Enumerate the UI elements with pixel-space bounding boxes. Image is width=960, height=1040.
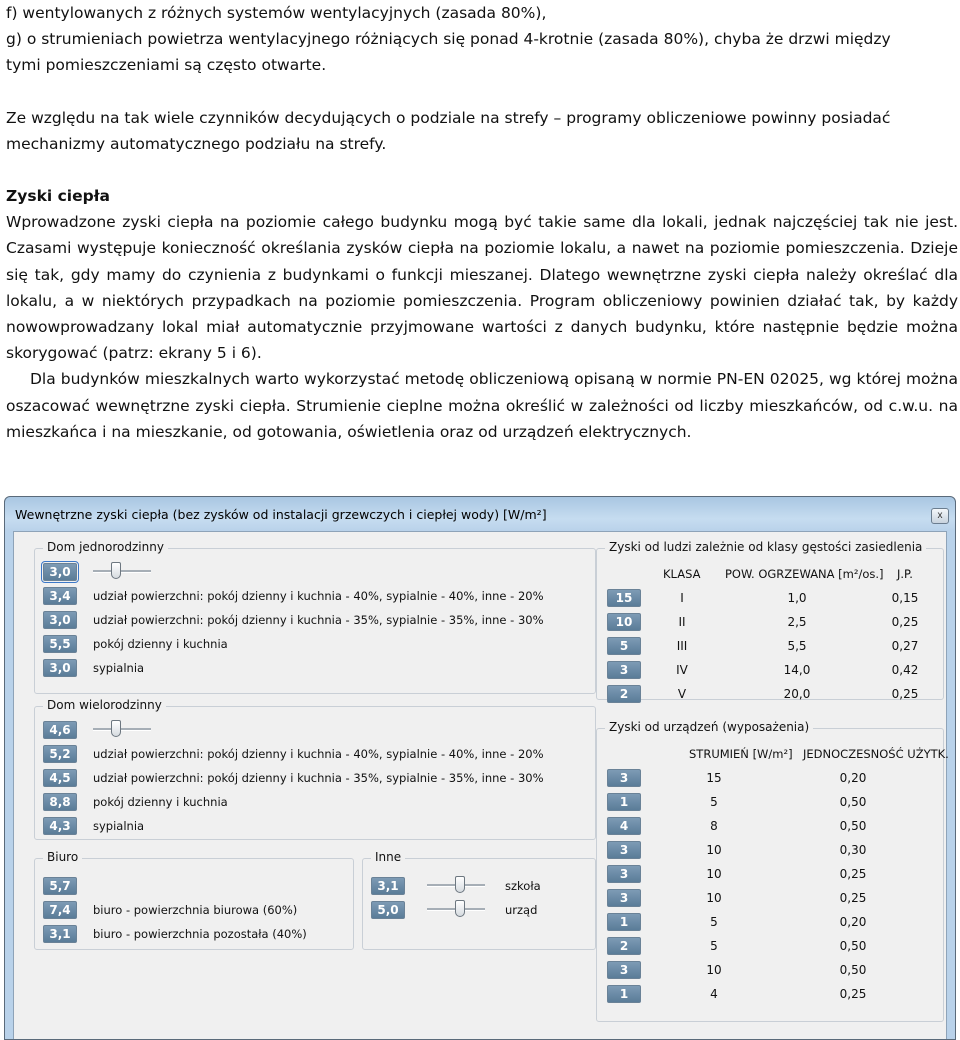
cell-klasa: II	[678, 615, 686, 629]
paragraph-zones-line2: mechanizmy automatycznego podziału na strefy.	[6, 134, 387, 153]
window-client-area	[13, 531, 947, 1039]
option-label: udział powierzchni: pokój dzienny i kuchnia - 40%, sypialnie - 40%, inne - 20%	[93, 589, 544, 603]
value-button[interactable]: 3	[607, 661, 641, 679]
cell-strumien: 10	[706, 843, 722, 857]
slider-thumb[interactable]	[111, 562, 121, 579]
cell-pow: 2,5	[787, 615, 807, 629]
value-button[interactable]: 5,0	[371, 901, 405, 919]
value-button[interactable]: 5,2	[43, 745, 77, 763]
slider[interactable]	[93, 562, 151, 580]
cell-klasa: I	[680, 591, 684, 605]
paragraph-zones-line1: Ze względu na tak wiele czynników decydujących o podziale na strefy – programy obliczeniowe powinny posiadać	[6, 108, 891, 127]
value-button[interactable]: 3,0	[43, 563, 77, 581]
cell-jednoczesnosc: 0,25	[839, 987, 867, 1001]
list-item-f: f) wentylowanych z różnych systemów wentylacyjnych (zasada 80%),	[6, 4, 547, 22]
document-text	[6, 0, 958, 445]
value-button[interactable]: 5,7	[43, 877, 77, 895]
option-label: udział powierzchni: pokój dzienny i kuchnia - 35%, sypialnie - 35%, inne - 30%	[93, 613, 544, 627]
value-button[interactable]: 3,1	[43, 925, 77, 943]
cell-jednoczesnosc: 0,20	[839, 771, 867, 785]
paragraph-heat-gains: Wprowadzone zyski ciepła na poziomie całego budynku mogą być takie same dla lokali, jednak najczęściej tak nie jest. Czasami występuje konieczność określania zysków ciepła na poziomie lokalu, a nawet na poziomie pomieszczenia. Dzieje się tak, gdy mamy do czynienia z budynkami o funkcji mieszanej. Dlatego wewnętrzne zyski ciepła należy określać dla lokalu, a w niektórych przypadkach na poziomie pomieszczenia. Program obliczeniowy powinien działać tak, by każdy nowowprowadzany lokal miał automatycznie przyjmowane wartości z danych budynku, które następnie będzie można skorygować (patrz: ekrany 5 i 6).	[6, 213, 958, 363]
group-caption: Dom jednorodzinny	[43, 540, 168, 554]
cell-jednoczesnosc: 0,50	[839, 939, 867, 953]
option-label: sypialnia	[93, 819, 145, 833]
group-caption: Zyski od ludzi zależnie od klasy gęstości zasiedlenia	[605, 540, 926, 554]
option-label: pokój dzienny i kuchnia	[93, 795, 228, 809]
cell-jp: 0,25	[891, 615, 919, 629]
option-label: pokój dzienny i kuchnia	[93, 637, 228, 651]
cell-strumien: 5	[710, 915, 718, 929]
section-heading: Zyski ciepła	[6, 187, 110, 206]
cell-pow: 14,0	[783, 663, 811, 677]
option-label: biuro - powierzchnia pozostała (40%)	[93, 927, 307, 941]
value-button[interactable]: 3,0	[43, 611, 77, 629]
group-biuro	[34, 850, 354, 950]
slider-thumb[interactable]	[111, 720, 121, 737]
cell-pow: 20,0	[783, 687, 811, 701]
value-button[interactable]: 4	[607, 817, 641, 835]
window-titlebar	[5, 497, 955, 531]
list-item-g-cont: tymi pomieszczeniami są często otwarte.	[6, 56, 327, 75]
cell-strumien: 5	[710, 939, 718, 953]
value-button[interactable]: 3	[607, 841, 641, 859]
cell-jednoczesnosc: 0,20	[839, 915, 867, 929]
value-button[interactable]: 2	[607, 685, 641, 703]
group-caption: Inne	[371, 850, 405, 864]
slider[interactable]	[427, 876, 485, 894]
value-button[interactable]: 8,8	[43, 793, 77, 811]
option-label: urząd	[505, 903, 538, 917]
cell-jednoczesnosc: 0,50	[839, 819, 867, 833]
cell-jednoczesnosc: 0,25	[839, 891, 867, 905]
cell-klasa: V	[677, 687, 687, 701]
value-button[interactable]: 2	[607, 937, 641, 955]
value-button[interactable]: 15	[607, 589, 641, 607]
value-button[interactable]: 4,6	[43, 721, 77, 739]
cell-jednoczesnosc: 0,50	[839, 795, 867, 809]
window-title: Wewnętrzne zyski ciepła (bez zysków od instalacji grzewczych i ciepłej wody) [W/m²]	[15, 507, 547, 522]
value-button[interactable]: 5,5	[43, 635, 77, 653]
slider[interactable]	[427, 900, 485, 918]
column-header-klasa: KLASA	[663, 567, 701, 581]
cell-strumien: 8	[710, 819, 718, 833]
column-header-strumien: STRUMIEŃ [W/m²]	[689, 747, 793, 761]
value-button[interactable]: 1	[607, 793, 641, 811]
option-label: udział powierzchni: pokój dzienny i kuchnia - 40%, sypialnie - 40%, inne - 20%	[93, 747, 544, 761]
column-header-pow: POW. OGRZEWANA [m²/os.]	[725, 567, 884, 581]
value-button[interactable]: 4,5	[43, 769, 77, 787]
group-dom-jednorodzinny	[34, 540, 596, 694]
cell-jednoczesnosc: 0,50	[839, 963, 867, 977]
cell-jp: 0,27	[891, 639, 919, 653]
group-inne	[362, 850, 596, 950]
cell-klasa: IV	[676, 663, 688, 677]
cell-strumien: 10	[706, 867, 722, 881]
close-button[interactable]: x	[931, 508, 949, 524]
value-button[interactable]: 3	[607, 769, 641, 787]
slider[interactable]	[93, 720, 151, 738]
cell-jp: 0,42	[891, 663, 919, 677]
value-button[interactable]: 3	[607, 961, 641, 979]
value-button[interactable]: 3,0	[43, 659, 77, 677]
value-button[interactable]: 3,4	[43, 587, 77, 605]
cell-jednoczesnosc: 0,30	[839, 843, 867, 857]
cell-jp: 0,25	[891, 687, 919, 701]
value-button[interactable]: 7,4	[43, 901, 77, 919]
value-button[interactable]: 3	[607, 889, 641, 907]
option-label: szkoła	[505, 879, 541, 893]
option-label: udział powierzchni: pokój dzienny i kuchnia - 35%, sypialnie - 35%, inne - 30%	[93, 771, 544, 785]
cell-strumien: 15	[706, 771, 722, 785]
value-button[interactable]: 4,3	[43, 817, 77, 835]
cell-pow: 1,0	[787, 591, 807, 605]
column-header-jp: J.P.	[897, 567, 913, 581]
cell-strumien: 10	[706, 891, 722, 905]
group-caption: Zyski od urządzeń (wyposażenia)	[605, 720, 813, 734]
cell-strumien: 5	[710, 795, 718, 809]
group-zyski-od-urzadzen	[596, 720, 949, 1022]
list-item-g: g) o strumieniach powietrza wentylacyjnego różniących się ponad 4-krotnie (zasada 80%), chyba że drzwi między	[6, 30, 891, 49]
column-header-jednoczesnosc: JEDNOCZESNOŚĆ UŻYTK.	[803, 747, 949, 761]
value-button[interactable]: 3	[607, 865, 641, 883]
value-button[interactable]: 10	[607, 613, 641, 631]
paragraph-residential: Dla budynków mieszkalnych warto wykorzystać metodę obliczeniową opisaną w normie PN-EN 02025, wg której można oszacować wewnętrzne zyski ciepła. Strumienie cieplne można określić w zależności od liczby mieszkańców, od c.w.u. na mieszkańca i na mieszkanie, od gotowania, oświetlenia oraz od urządzeń elektrycznych.	[6, 370, 958, 441]
slider-thumb[interactable]	[455, 876, 465, 893]
heat-gains-window	[4, 496, 956, 1040]
cell-jp: 0,15	[891, 591, 919, 605]
group-caption: Biuro	[43, 850, 82, 864]
value-button[interactable]: 1	[607, 985, 641, 1003]
cell-klasa: III	[676, 639, 688, 653]
cell-pow: 5,5	[787, 639, 807, 653]
group-dom-wielorodzinny	[34, 698, 596, 840]
value-button[interactable]: 1	[607, 913, 641, 931]
value-button[interactable]: 3,1	[371, 877, 405, 895]
group-zyski-od-ludzi	[596, 540, 944, 701]
option-label: biuro - powierzchnia biurowa (60%)	[93, 903, 298, 917]
cell-strumien: 10	[706, 963, 722, 977]
cell-strumien: 4	[710, 987, 718, 1001]
slider-thumb[interactable]	[455, 900, 465, 917]
option-label: sypialnia	[93, 661, 145, 675]
cell-jednoczesnosc: 0,25	[839, 867, 867, 881]
value-button[interactable]: 5	[607, 637, 641, 655]
group-caption: Dom wielorodzinny	[43, 698, 166, 712]
